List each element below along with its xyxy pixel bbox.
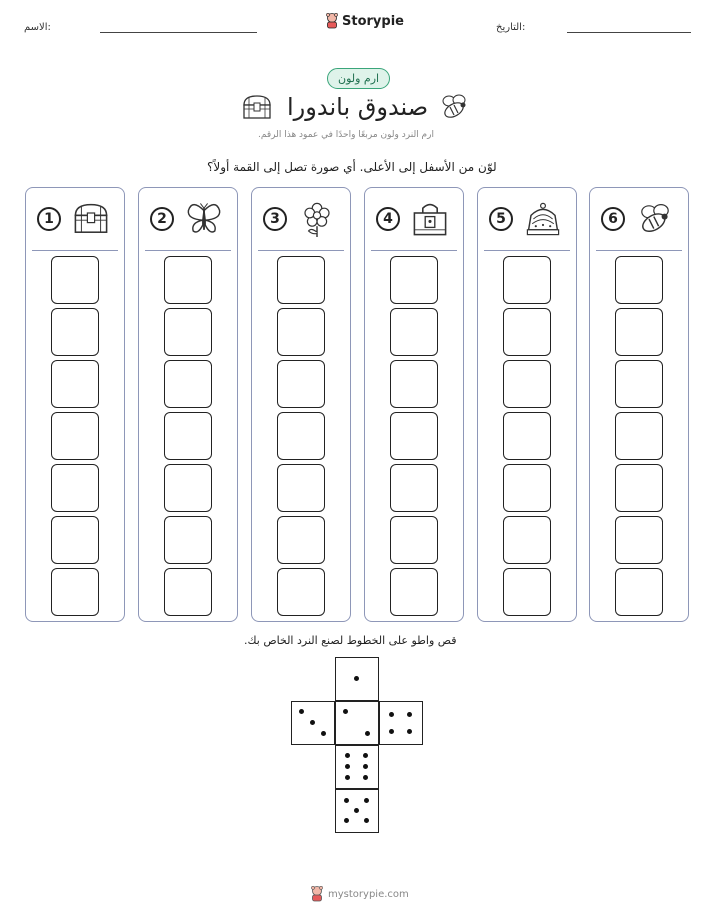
column-4 — [364, 187, 464, 622]
color-cell[interactable] — [503, 256, 551, 304]
storypie-mascot-icon — [310, 886, 324, 902]
column-divider — [371, 250, 457, 251]
color-cell[interactable] — [277, 464, 325, 512]
name-label: الاسم: — [24, 22, 51, 33]
color-cell[interactable] — [390, 516, 438, 564]
game-instruction: لوّن من الأسفل إلى الأعلى. أي صورة تصل إلى القمة أولاً؟ — [207, 160, 497, 174]
color-cell[interactable] — [164, 568, 212, 616]
color-cell[interactable] — [277, 256, 325, 304]
column-divider — [596, 250, 682, 251]
crown-icon — [523, 201, 563, 237]
color-cell[interactable] — [51, 360, 99, 408]
footer — [310, 886, 409, 902]
color-cell[interactable] — [390, 568, 438, 616]
column-divider — [145, 250, 231, 251]
color-cell[interactable] — [615, 412, 663, 460]
butterfly-icon — [184, 201, 224, 237]
color-cell[interactable] — [615, 256, 663, 304]
color-cell[interactable] — [51, 464, 99, 512]
storypie-logo — [325, 13, 404, 29]
column-number: 2 — [150, 207, 174, 231]
color-cell[interactable] — [503, 412, 551, 460]
color-cell[interactable] — [164, 412, 212, 460]
color-cell[interactable] — [164, 516, 212, 564]
bee-icon — [440, 93, 470, 121]
date-field[interactable] — [567, 32, 691, 33]
name-field[interactable] — [100, 32, 257, 33]
column-5 — [477, 187, 577, 622]
bee-icon — [635, 201, 675, 237]
color-cell[interactable] — [164, 256, 212, 304]
dice-face-5 — [335, 789, 379, 833]
flower-icon — [297, 201, 337, 237]
footer-url: mystorypie.com — [328, 888, 409, 900]
color-cell[interactable] — [503, 568, 551, 616]
treasure-chest-icon — [241, 93, 273, 121]
roll-color-badge: ارم ولون — [327, 68, 390, 89]
color-cell[interactable] — [390, 464, 438, 512]
color-cell[interactable] — [390, 412, 438, 460]
column-number: 3 — [263, 207, 287, 231]
color-cell[interactable] — [277, 568, 325, 616]
locked-box-icon — [410, 201, 450, 237]
color-cell[interactable] — [277, 360, 325, 408]
color-cell[interactable] — [615, 568, 663, 616]
color-cell[interactable] — [615, 516, 663, 564]
color-cell[interactable] — [164, 308, 212, 356]
subtitle: ارم النرد ولون مربعًا واحدًا في عمود هذا الرقم. — [258, 130, 434, 140]
column-6 — [589, 187, 689, 622]
color-cell[interactable] — [390, 360, 438, 408]
color-cell[interactable] — [51, 256, 99, 304]
color-cell[interactable] — [277, 308, 325, 356]
color-cell[interactable] — [51, 412, 99, 460]
page-title: صندوق باندورا — [287, 93, 429, 121]
dice-face-4 — [379, 701, 423, 745]
column-3 — [251, 187, 351, 622]
storypie-mascot-icon — [325, 13, 339, 29]
color-cell[interactable] — [503, 516, 551, 564]
column-number: 6 — [601, 207, 625, 231]
color-cell[interactable] — [164, 360, 212, 408]
color-cell[interactable] — [51, 516, 99, 564]
color-cell[interactable] — [390, 308, 438, 356]
brand-name: Storypie — [342, 13, 404, 29]
column-2 — [138, 187, 238, 622]
column-number: 4 — [376, 207, 400, 231]
column-number: 1 — [37, 207, 61, 231]
color-cell[interactable] — [615, 360, 663, 408]
color-cell[interactable] — [503, 464, 551, 512]
color-cell[interactable] — [503, 308, 551, 356]
column-divider — [258, 250, 344, 251]
color-cell[interactable] — [277, 412, 325, 460]
color-cell[interactable] — [390, 256, 438, 304]
treasure-chest-icon — [71, 201, 111, 237]
column-1 — [25, 187, 125, 622]
column-divider — [32, 250, 118, 251]
dice-face-3 — [291, 701, 335, 745]
cut-instruction: قص واطو على الخطوط لصنع النرد الخاص بك. — [244, 634, 457, 647]
dice-face-1 — [335, 657, 379, 701]
color-cell[interactable] — [615, 308, 663, 356]
color-cell[interactable] — [503, 360, 551, 408]
color-cell[interactable] — [277, 516, 325, 564]
color-cell[interactable] — [164, 464, 212, 512]
date-label: التاريخ: — [496, 22, 526, 33]
color-cell[interactable] — [615, 464, 663, 512]
color-cell[interactable] — [51, 308, 99, 356]
color-cell[interactable] — [51, 568, 99, 616]
dice-face-2 — [335, 701, 379, 745]
column-number: 5 — [489, 207, 513, 231]
dice-face-6 — [335, 745, 379, 789]
column-divider — [484, 250, 570, 251]
